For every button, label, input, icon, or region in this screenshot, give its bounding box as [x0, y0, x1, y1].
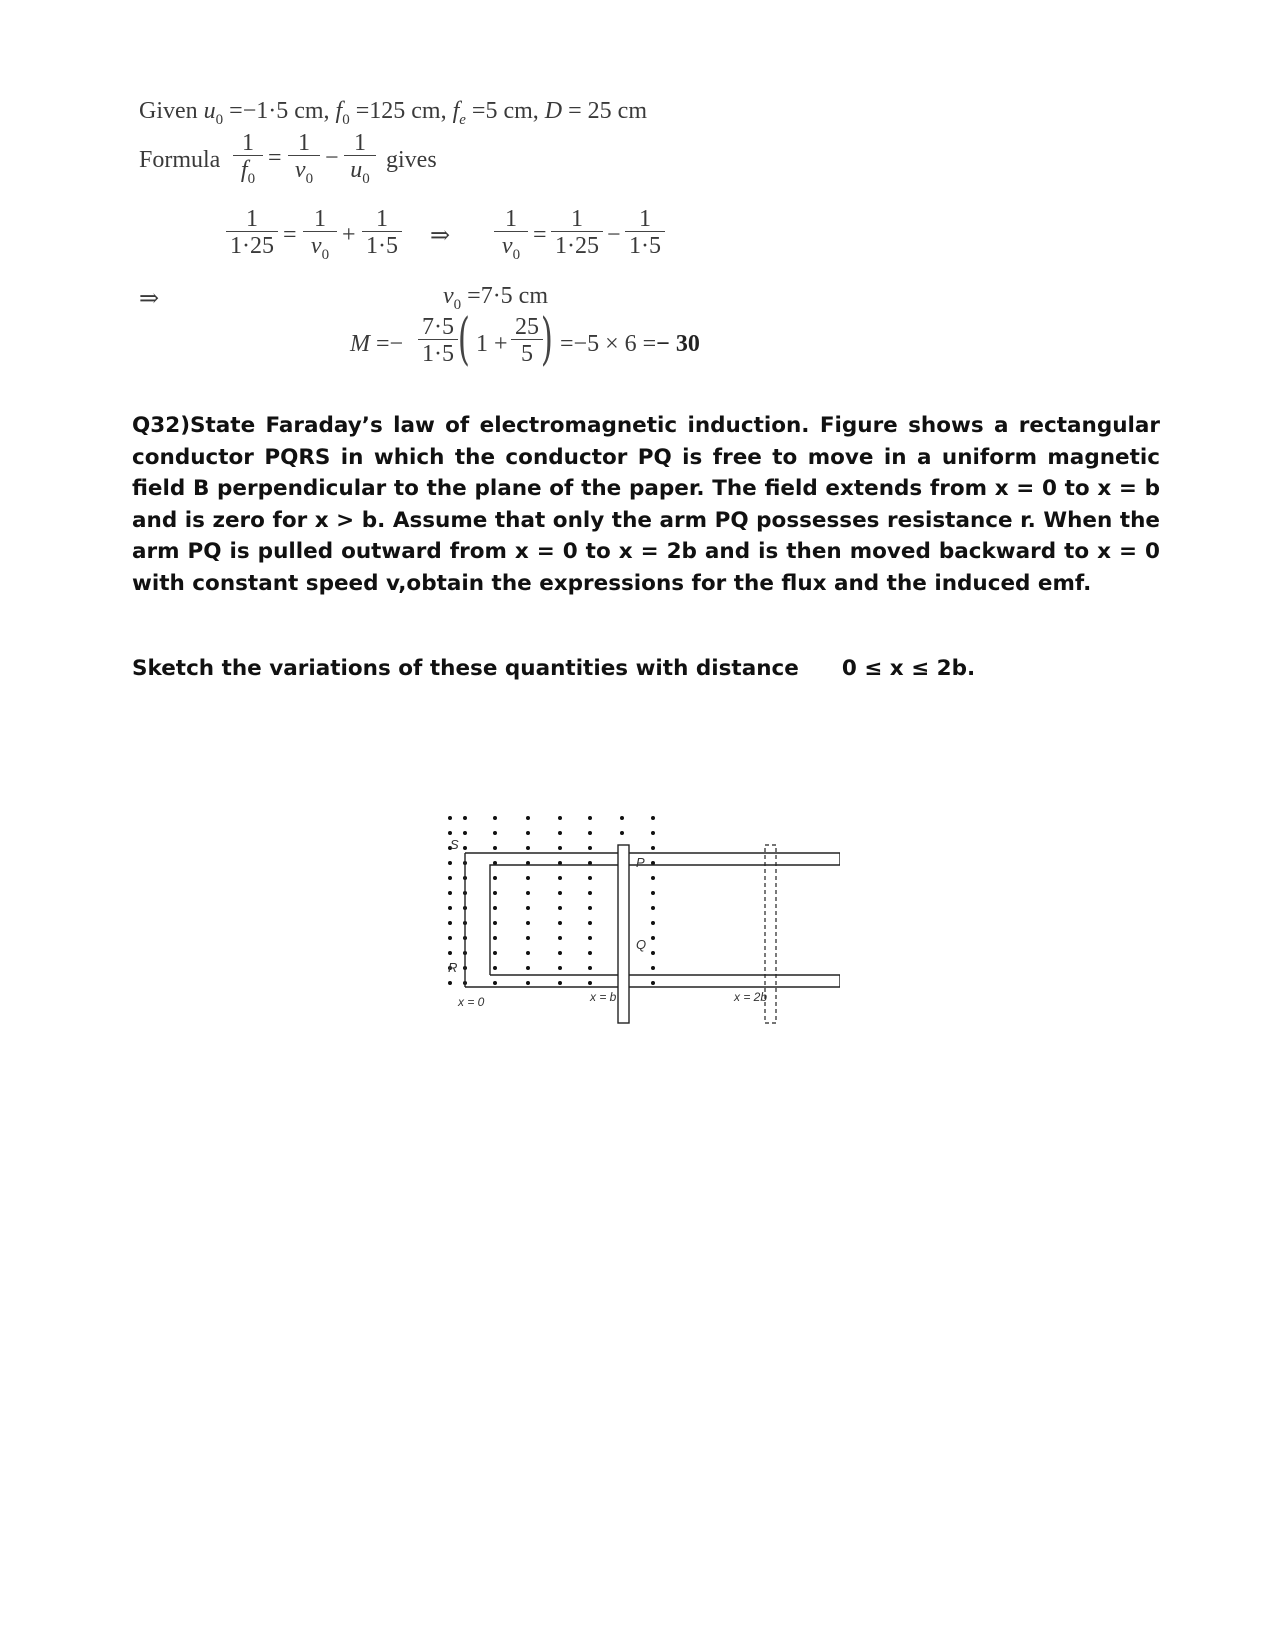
field-dot — [526, 981, 530, 985]
field-dot — [651, 831, 655, 835]
frac-1-v0-b — [494, 208, 528, 266]
num: 25 — [511, 316, 543, 340]
den-sub: 0 — [305, 170, 314, 187]
field-dot — [588, 891, 592, 895]
field-dot — [588, 831, 592, 835]
plus-sign: + — [342, 222, 356, 248]
den-u: u — [350, 157, 363, 183]
frac-1-125 — [226, 208, 278, 257]
fe-symbol: f — [452, 98, 460, 124]
num: 1 — [362, 208, 402, 232]
field-dot — [651, 906, 655, 910]
formula-gives: gives — [386, 147, 437, 173]
field-dot — [558, 921, 562, 925]
field-dot — [558, 816, 562, 820]
field-dot — [493, 921, 497, 925]
field-dot — [448, 816, 452, 820]
field-dot — [526, 816, 530, 820]
v0-value: =7·5 cm — [461, 283, 549, 309]
field-dot — [558, 951, 562, 955]
field-dot — [463, 846, 467, 850]
field-dot — [448, 861, 452, 865]
v0-symbol: v — [443, 283, 454, 309]
field-dot — [493, 876, 497, 880]
den-v: v — [310, 233, 322, 259]
frac-1-u0 — [344, 132, 376, 190]
given-prefix: Given — [139, 98, 198, 124]
field-dot — [588, 981, 592, 985]
eq-sign: = — [268, 145, 282, 171]
field-dot — [526, 936, 530, 940]
field-dot — [448, 981, 452, 985]
formula-label: Formula — [139, 147, 221, 173]
field-dot — [651, 966, 655, 970]
field-dot — [558, 846, 562, 850]
field-dot — [558, 936, 562, 940]
fe-sub: e — [459, 111, 466, 128]
minus-sign: − — [325, 145, 339, 171]
field-dot — [526, 876, 530, 880]
label-Q: Q — [636, 937, 647, 952]
M-eq: =− — [370, 331, 404, 357]
den-sub: 0 — [247, 170, 256, 187]
den-sub: 0 — [321, 246, 330, 263]
field-dot — [558, 966, 562, 970]
u0-symbol: u — [203, 98, 216, 124]
field-dot — [493, 981, 497, 985]
field-dot — [448, 936, 452, 940]
field-dot — [448, 951, 452, 955]
field-dot — [558, 981, 562, 985]
field-dot — [526, 891, 530, 895]
label-xb: x = b — [590, 990, 617, 1004]
field-dot — [558, 831, 562, 835]
f0-symbol: f — [335, 98, 343, 124]
D-symbol: D — [544, 98, 563, 124]
frac-1-15-b — [625, 208, 665, 257]
field-dot — [651, 981, 655, 985]
field-dot — [588, 951, 592, 955]
field-dot — [493, 831, 497, 835]
field-dot — [493, 966, 497, 970]
field-dot — [588, 816, 592, 820]
field-dot — [526, 906, 530, 910]
den-v: v — [501, 233, 513, 259]
den: 1·5 — [629, 233, 661, 259]
num: 1 — [288, 132, 320, 156]
den-sub: 0 — [512, 246, 521, 263]
field-dot — [448, 831, 452, 835]
label-P: P — [636, 855, 645, 870]
field-dot — [463, 816, 467, 820]
label-S: S — [450, 837, 459, 852]
den-v: v — [294, 157, 306, 183]
num: 1 — [625, 208, 665, 232]
field-dot — [588, 846, 592, 850]
label-x2b: x = 2b — [734, 990, 768, 1004]
num: 7·5 — [418, 316, 458, 340]
pqrs-circuit-figure — [440, 815, 840, 1045]
field-dot — [526, 966, 530, 970]
num: 1 — [303, 208, 337, 232]
den: 1·5 — [422, 341, 454, 367]
field-dot — [526, 831, 530, 835]
field-dot — [526, 846, 530, 850]
field-dot — [448, 876, 452, 880]
field-dot — [493, 891, 497, 895]
M-result-text: =−5 × 6 = — [560, 331, 657, 357]
v0-sub: 0 — [453, 296, 462, 313]
D-value: = 25 cm — [562, 98, 647, 124]
field-dot — [651, 846, 655, 850]
field-dot — [493, 936, 497, 940]
field-dot — [588, 876, 592, 880]
minus-sign: − — [607, 222, 621, 248]
f0-sub: 0 — [342, 111, 350, 128]
den: 1·25 — [555, 233, 599, 259]
frac-1-15 — [362, 208, 402, 257]
field-dot — [651, 951, 655, 955]
frac-1-v0 — [288, 132, 320, 190]
label-R: R — [448, 960, 458, 975]
u0-value: =−1·5 cm, — [223, 98, 336, 124]
implies-sign: ⇒ — [430, 223, 451, 249]
field-dot — [493, 816, 497, 820]
sketch-range: 0 ≤ x ≤ 2b. — [841, 656, 976, 681]
num: 1 — [344, 132, 376, 156]
field-dot — [448, 906, 452, 910]
field-dot — [493, 951, 497, 955]
given-line — [139, 98, 647, 129]
den: 1·5 — [366, 233, 398, 259]
field-dot — [558, 876, 562, 880]
field-dot — [558, 891, 562, 895]
fe-value: =5 cm, — [465, 98, 545, 124]
sketch-text: Sketch the variations of these quantities with distance — [132, 656, 799, 681]
num: 1 — [226, 208, 278, 232]
question-text: Q32)State Faraday’s law of electromagnetic induction. Figure shows a rectangular conductor PQRS in which the conductor PQ is free to move in a uniform magnetic field B perpendicular to the plane of the paper. The field extends from x = 0 to x = b and is zero for x > b. Assume that only the arm PQ possesses resistance r. When the arm PQ is pulled outward from x = 0 to x = 2b and is then moved backward to x = 0 with constant speed v,obtain the expressions for the flux and the induced emf. — [132, 413, 1160, 596]
field-dot — [620, 816, 624, 820]
frac-1-f0 — [233, 132, 263, 190]
arm-PQ — [618, 845, 629, 1023]
eq-sign: = — [533, 222, 547, 248]
field-dot — [588, 906, 592, 910]
M-symbol: M — [350, 331, 370, 357]
one-plus: 1 + — [476, 331, 508, 357]
den-sub: 0 — [362, 170, 370, 187]
field-dot — [448, 921, 452, 925]
right-paren: ) — [540, 307, 553, 372]
left-paren: ( — [457, 307, 470, 372]
field-dot — [493, 846, 497, 850]
frac-1-v0 — [303, 208, 337, 266]
top-rail — [465, 853, 840, 975]
frac-75-15 — [418, 316, 458, 365]
frac-1-125-b — [551, 208, 603, 257]
field-dot — [493, 906, 497, 910]
u0-sub: 0 — [215, 111, 224, 128]
frac-25-5 — [511, 316, 543, 365]
sketch-instruction — [132, 656, 975, 681]
field-dot — [651, 876, 655, 880]
M-result — [560, 331, 700, 358]
num: 1 — [233, 132, 263, 156]
field-dot — [651, 891, 655, 895]
field-dot — [651, 936, 655, 940]
field-dot — [448, 891, 452, 895]
field-dot — [588, 966, 592, 970]
field-dot — [588, 921, 592, 925]
num: 1 — [494, 208, 528, 232]
implies-sign-left: ⇒ — [139, 286, 160, 312]
field-dot — [651, 921, 655, 925]
field-dot — [463, 831, 467, 835]
field-dot — [620, 831, 624, 835]
eq-sign: = — [283, 222, 297, 248]
den: 5 — [521, 341, 533, 367]
field-dot — [588, 936, 592, 940]
den: 1·25 — [230, 233, 274, 259]
f0-value: =125 cm, — [349, 98, 453, 124]
field-dot — [526, 921, 530, 925]
num: 1 — [551, 208, 603, 232]
den-f: f — [240, 157, 248, 183]
field-dot — [651, 816, 655, 820]
M-final-value: − 30 — [656, 331, 700, 357]
bottom-rail — [465, 975, 840, 987]
M-label — [350, 331, 403, 358]
field-dot — [558, 906, 562, 910]
field-dot — [526, 951, 530, 955]
label-x0: x = 0 — [458, 995, 485, 1009]
